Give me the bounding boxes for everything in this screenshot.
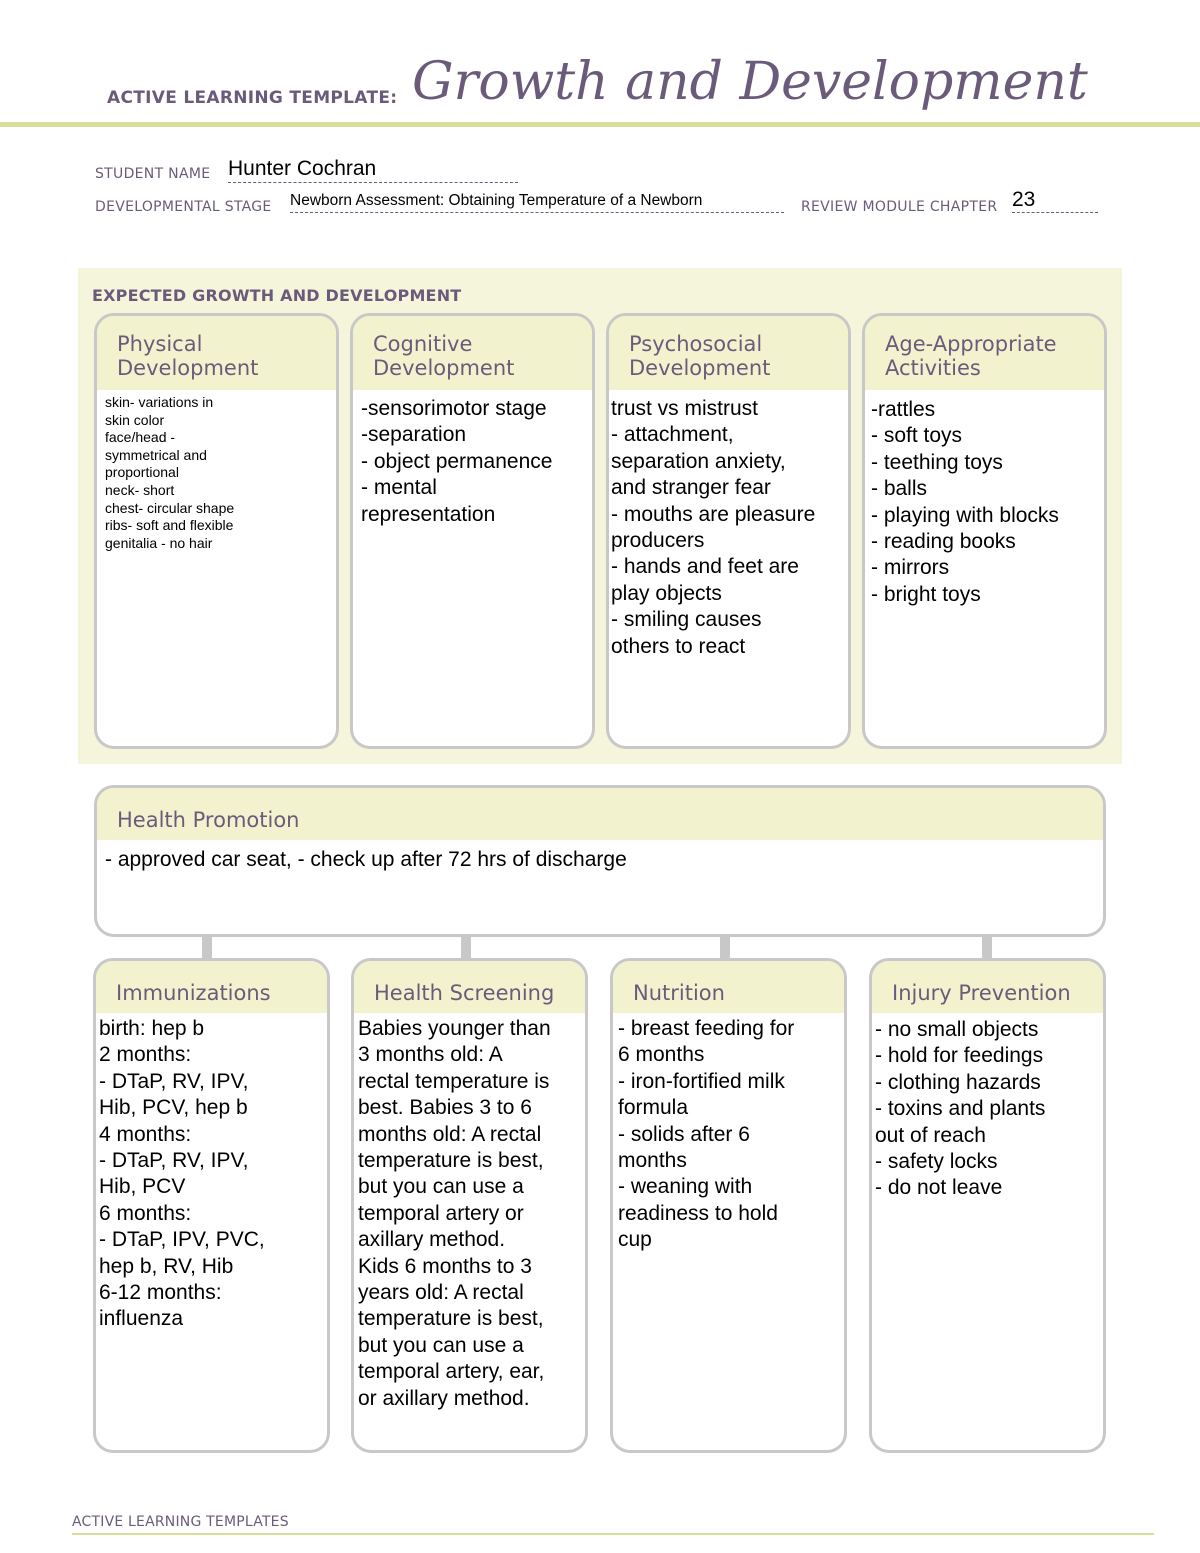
immunizations-heading: Immunizations bbox=[96, 961, 327, 1013]
nutrition-content: - breast feeding for 6 months - iron-fortified milk formula - solids after 6 months - weaning with readiness to hold cup bbox=[618, 1017, 795, 1252]
health-screening-content: Babies younger than 3 months old: A rectal temperature is best. Babies 3 to 6 months old: A rectal temperature is best, but you can use a temporal artery or axillary method. Kids 6 months to 3 years old: A rectal temperature is best, but you can use a temporal artery, ear, or axillary method. bbox=[358, 1017, 551, 1410]
page-title: Growth and Development bbox=[412, 52, 1088, 112]
student-name-field[interactable]: Hunter Cochran bbox=[228, 156, 518, 183]
physical-development-heading: Physical Development bbox=[97, 316, 336, 390]
cognitive-development-content: -sensorimotor stage -separation - object permanence - mental representation bbox=[361, 397, 553, 526]
health-promotion-heading: Health Promotion bbox=[97, 788, 1103, 840]
immunizations-box[interactable] bbox=[93, 958, 330, 1453]
health-promotion-box[interactable] bbox=[94, 785, 1106, 937]
connector-nutrition bbox=[720, 936, 730, 958]
connector-injury-prevention bbox=[982, 936, 992, 958]
immunizations-content: birth: hep b 2 months: - DTaP, RV, IPV, Hib, PCV, hep b 4 months: - DTaP, RV, IPV, Hib, PCV 6 months: - DTaP, IPV, PVC, hep b, RV, Hib 6-12 months: influenza bbox=[99, 1017, 265, 1331]
cognitive-development-box[interactable] bbox=[350, 313, 595, 749]
injury-prevention-heading: Injury Prevention bbox=[872, 961, 1103, 1013]
review-module-chapter-field[interactable]: 23 bbox=[1012, 187, 1098, 213]
injury-prevention-content: - no small objects - hold for feedings - clothing hazards - toxins and plants out of reach - safety locks - do not leave bbox=[875, 1018, 1046, 1200]
nutrition-box[interactable] bbox=[610, 958, 847, 1453]
student-name-label: STUDENT NAME bbox=[95, 166, 211, 182]
header-divider bbox=[0, 122, 1200, 127]
connector-health-screening bbox=[461, 936, 471, 958]
footer-divider bbox=[72, 1533, 1154, 1535]
connector-immunizations bbox=[202, 936, 212, 958]
health-screening-heading: Health Screening bbox=[354, 961, 585, 1013]
age-appropriate-activities-box[interactable] bbox=[862, 313, 1107, 749]
injury-prevention-box[interactable] bbox=[869, 958, 1106, 1453]
template-label: ACTIVE LEARNING TEMPLATE: bbox=[107, 88, 398, 108]
physical-development-box[interactable] bbox=[94, 313, 339, 749]
age-appropriate-activities-heading: Age-Appropriate Activities bbox=[865, 316, 1104, 390]
nutrition-heading: Nutrition bbox=[613, 961, 844, 1013]
health-promotion-content: - approved car seat, - check up after 72 hrs of discharge bbox=[105, 848, 627, 871]
expected-growth-title: EXPECTED GROWTH AND DEVELOPMENT bbox=[92, 286, 462, 305]
psychosocial-development-content: trust vs mistrust - attachment, separation anxiety, and stranger fear - mouths are pleasure producers - hands and feet are play objects - smiling causes others to react bbox=[611, 397, 816, 658]
developmental-stage-label: DEVELOPMENTAL STAGE bbox=[95, 199, 272, 215]
physical-development-content: skin- variations in skin color face/head - symmetrical and proportional neck- short chest- circular shape ribs- soft and flexible genitalia - no hair bbox=[105, 394, 235, 551]
review-module-chapter-label: REVIEW MODULE CHAPTER bbox=[801, 199, 998, 215]
age-appropriate-activities-content: -rattles - soft toys - teething toys - balls - playing with blocks - reading books - mirrors - bright toys bbox=[871, 398, 1059, 606]
developmental-stage-field[interactable]: Newborn Assessment: Obtaining Temperature of a Newborn bbox=[290, 190, 784, 213]
psychosocial-development-box[interactable] bbox=[606, 313, 851, 749]
cognitive-development-heading: Cognitive Development bbox=[353, 316, 592, 390]
health-screening-box[interactable] bbox=[351, 958, 588, 1453]
footer-label: ACTIVE LEARNING TEMPLATES bbox=[72, 1514, 289, 1530]
psychosocial-development-heading: Psychosocial Development bbox=[609, 316, 848, 390]
